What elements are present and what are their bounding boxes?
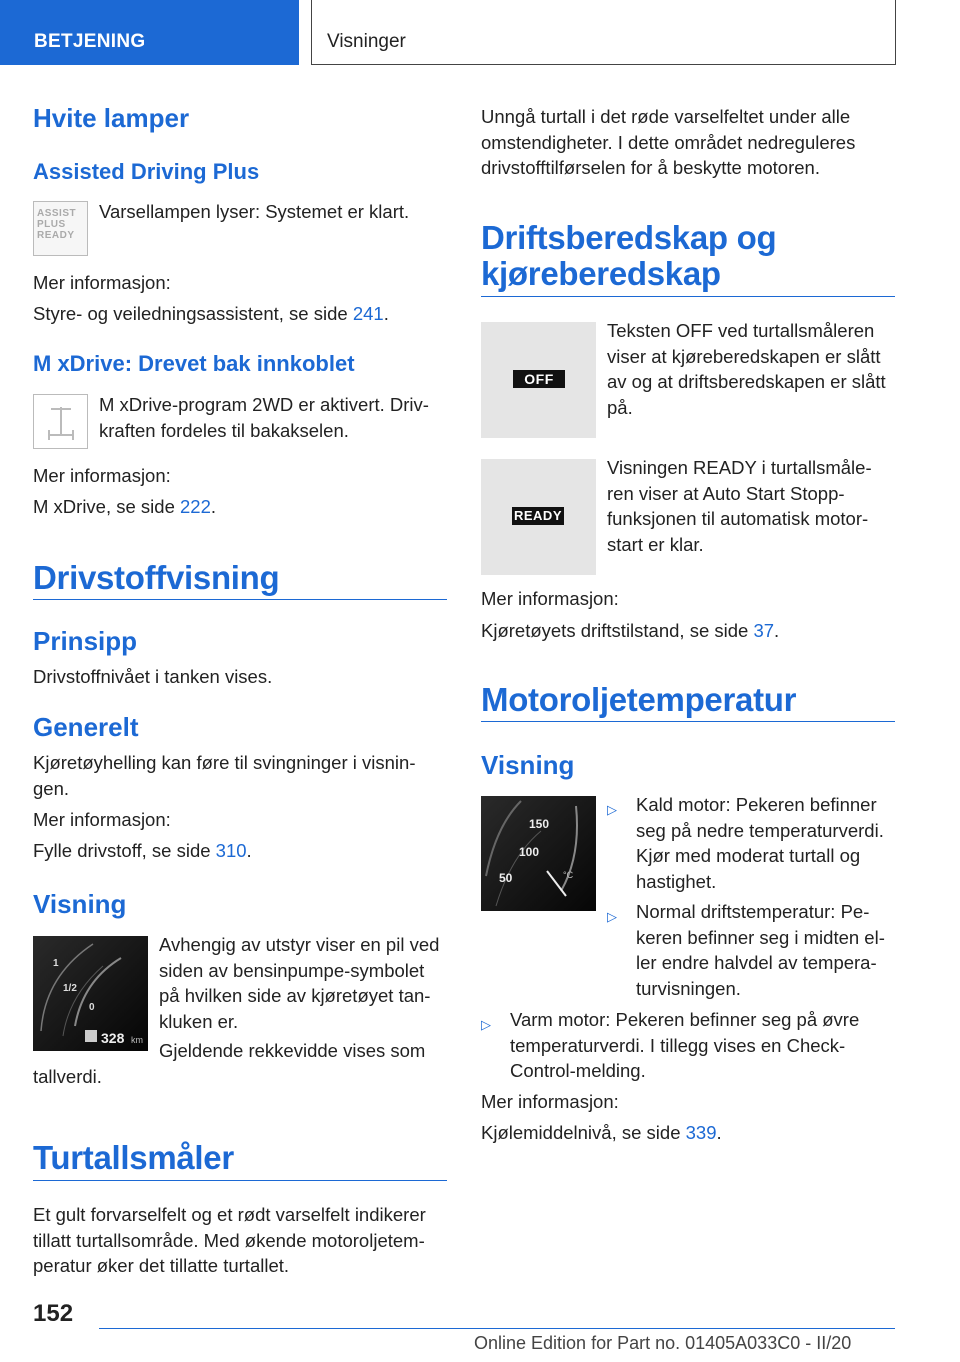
temp-label: 150 [529, 817, 550, 831]
page-link[interactable]: 37 [753, 620, 775, 641]
fuel-reference: Fylle drivstoff, se side 310. [33, 840, 252, 861]
section-tab: BETJENING [0, 0, 299, 65]
coolant-reference: Kjølemiddelnivå, se side 339. [481, 1122, 722, 1143]
ready-description: Visningen READY i turtallsmåle- ren viser at Auto Start Stopp- funksjonen til automatisk motor- start er klar. [607, 457, 872, 555]
visning-text-2: Gjeldende rekkevidde vises som [159, 1040, 426, 1061]
list-item: ▷ Kald motor: Pekeren befinner seg på nedre temperaturverdi. Kjør med moderat turtall og hastighet. [607, 794, 884, 892]
off-display-image [481, 322, 596, 438]
state-reference: Kjøretøyets driftstilstand, se side 37. [481, 620, 780, 641]
heading-driftsberedskap: Driftsberedskap og kjøreberedskap [481, 219, 777, 292]
xdrive-reference: M xDrive, se side 222. [33, 496, 217, 517]
fuel-pump-icon [85, 1030, 97, 1042]
list-item: ▷ Normal driftstemperatur: Pe- keren befinner seg i midten el- ler endre halvdel av tempera- turvisningen. [607, 901, 885, 999]
more-info-label: Mer informasjon: [33, 809, 171, 830]
page-number: 152 [33, 1300, 74, 1327]
temp-label: 100 [519, 845, 540, 859]
heading-xdrive: M xDrive: Drevet bak innkoblet [33, 351, 355, 376]
more-info-label: Mer informasjon: [33, 465, 171, 486]
generelt-text: Kjøretøyhelling kan føre til svingninger i visnin- gen. [33, 752, 416, 799]
heading-assisted-driving: Assisted Driving Plus [33, 159, 260, 184]
turtall-text: Et gult forvarselfelt og et rødt varselfelt indikerer tillatt turtallsområde. Med økende motoroljetem- peratur øker det tillatte turtallet. [33, 1204, 426, 1276]
off-badge: OFF [513, 370, 565, 388]
heading-visning: Visning [33, 889, 127, 919]
assisted-description: Varsellampen lyser: Systemet er klart. [99, 201, 410, 222]
visning-text: Avhengig av utstyr viser en pil ved siden av bensinpumpe-symbolet på hvilken side av kjøretøyet tan- kluken er. [159, 934, 440, 1032]
footer-edition: Online Edition for Part no. 01405A033C0 - II/20 [474, 1333, 852, 1353]
page-link[interactable]: 339 [685, 1122, 717, 1143]
page-link[interactable]: 241 [352, 303, 384, 324]
visning-text-3: tallverdi. [33, 1066, 102, 1087]
chapter-title: Visninger [311, 0, 896, 65]
triangle-bullet-icon: ▷ [481, 1017, 491, 1032]
xdrive-rear-icon [33, 394, 88, 449]
ready-badge: READY [513, 508, 562, 523]
heading-rule [481, 296, 895, 297]
gauge-label: 1 [53, 958, 59, 969]
heading-rule [481, 721, 895, 722]
ready-display-image [481, 459, 596, 575]
triangle-bullet-icon: ▷ [607, 802, 617, 817]
heading-hvite-lamper: Hvite lamper [33, 103, 190, 133]
heading-drivstoffvisning: Drivstoffvisning [33, 559, 280, 596]
temp-label: 50 [499, 871, 513, 885]
footer-rule [99, 1328, 895, 1329]
more-info-label: Mer informasjon: [481, 1091, 619, 1112]
heading-visning: Visning [481, 750, 575, 780]
heading-rule [33, 599, 447, 600]
range-value: 328 [101, 1030, 125, 1046]
prinsipp-text: Drivstoffnivået i tanken vises. [33, 666, 273, 687]
gauge-label: 1/2 [63, 983, 77, 994]
oil-temperature-gauge-image [481, 796, 596, 911]
heading-prinsipp: Prinsipp [33, 626, 138, 656]
intro-text: Unngå turtall i det røde varselfeltet under alle omstendigheter. I dette området nedreguleres drivstofftilførselen for å beskytte motoren. [481, 106, 856, 178]
gauge-label: 0 [89, 1002, 95, 1013]
triangle-bullet-icon: ▷ [607, 909, 617, 924]
more-info-label: Mer informasjon: [33, 272, 171, 293]
heading-rule [33, 1180, 447, 1181]
assisted-reference: Styre- og veiledningsassistent, se side 241. [33, 303, 389, 324]
fuel-gauge-image [33, 936, 148, 1051]
heading-generelt: Generelt [33, 712, 139, 742]
temp-unit: °C [563, 870, 574, 880]
xdrive-description: M xDrive-program 2WD er aktivert. Driv- kraften fordeles til bakakselen. [99, 394, 429, 441]
list-item: ▷ Varm motor: Pekeren befinner seg på øvre temperaturverdi. I tillegg vises en Check- Control-melding. [481, 1009, 860, 1081]
range-unit: km [131, 1035, 143, 1045]
page-link[interactable]: 222 [180, 496, 211, 517]
more-info-label: Mer informasjon: [481, 588, 619, 609]
heading-turtallsmaler: Turtallsmåler [33, 1139, 234, 1176]
heading-motoroljetemperatur: Motoroljetemperatur [481, 681, 797, 718]
page-link[interactable]: 310 [215, 840, 247, 861]
off-description: Teksten OFF ved turtallsmåleren viser at kjøreberedskapen er slått av og at driftsberedskapen er slått på. [607, 320, 886, 418]
assist-plus-ready-icon: ASSIST PLUS READY [33, 201, 88, 256]
